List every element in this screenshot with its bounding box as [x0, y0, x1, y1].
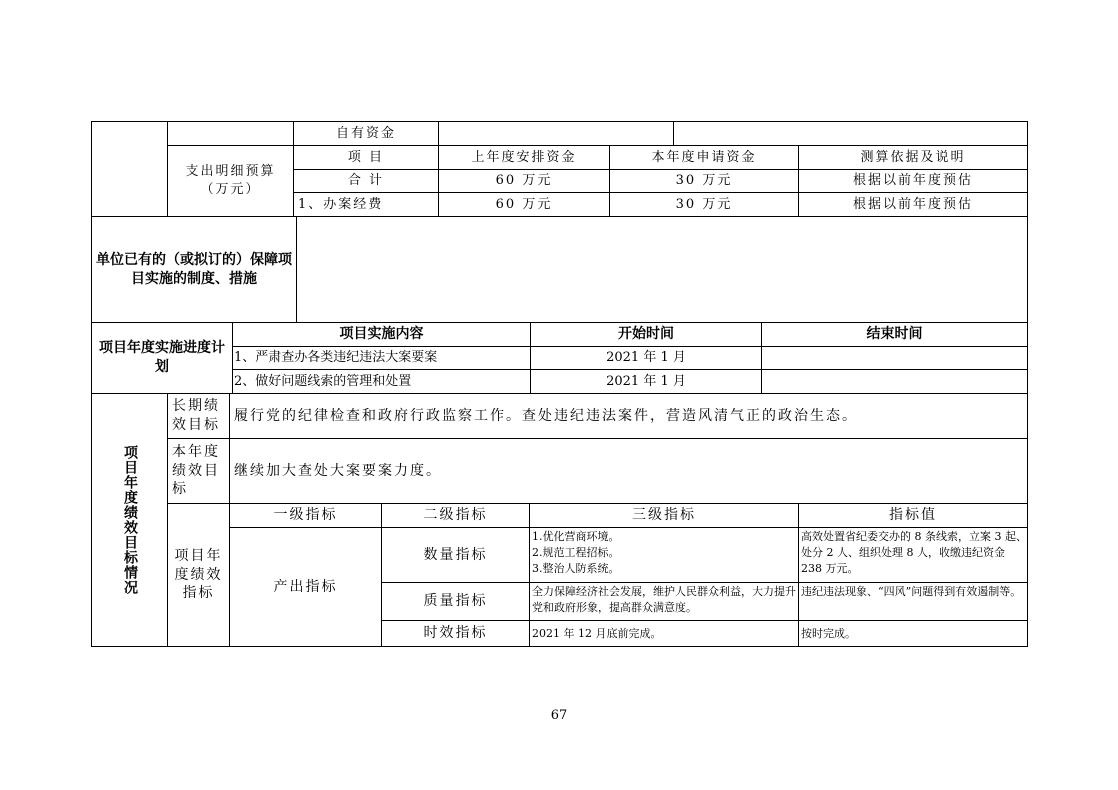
- self-funds-value-2: [673, 121, 1028, 146]
- schedule-header-end: 结束时间: [761, 322, 1028, 347]
- long-term-label: 长期绩效目标: [167, 393, 230, 439]
- expense-detail-label: 支出明细预算（万元）: [167, 145, 294, 217]
- indicator-header-level1: 一级指标: [229, 503, 382, 528]
- level3-quantity-line-2: 2.规范工程招标。: [532, 545, 620, 559]
- safeguard-content: [296, 216, 1028, 323]
- schedule-header-start: 开始时间: [530, 322, 762, 347]
- long-term-text: 履行党的纪律检查和政府行政监察工作。查处违纪违法案件，营造风清气正的政治生态。: [229, 393, 1028, 439]
- level2-quality: 质量指标: [381, 582, 530, 621]
- level2-quantity: 数量指标: [381, 527, 530, 583]
- level3-quality: 全力保障经济社会发展，维护人民群众利益，大力提升党和政府形象，提高群众满意度。: [529, 582, 799, 621]
- budget-row-total-last-year: 60 万元: [438, 169, 610, 193]
- budget-row-case-item: 1、办案经费: [293, 192, 439, 217]
- schedule-label: 项目年度实施进度计划: [91, 322, 233, 394]
- level3-quantity-line-3: 3.整治人防系统。: [532, 561, 620, 575]
- annual-goal-text: 继续加大查处大案要案力度。: [229, 438, 1028, 504]
- performance-section-label-text: 项目年度绩效目标情况: [121, 445, 138, 595]
- annual-goal-label: 本年度绩效目标: [167, 438, 230, 504]
- schedule-row-1-content: 1、严肃查办各类违纪违法大案要案: [232, 346, 531, 370]
- budget-row-case-last-year: 60 万元: [438, 192, 610, 217]
- performance-section-label: [91, 393, 168, 647]
- page-number: 67: [550, 708, 568, 723]
- level2-timeliness: 时效指标: [381, 620, 530, 647]
- budget-row-total-this-year: 30 万元: [609, 169, 799, 193]
- level3-timeliness: 2021 年 12 月底前完成。: [529, 620, 799, 647]
- safeguard-label: 单位已有的（或拟订的）保障项目实施的制度、措施: [91, 216, 297, 323]
- level3-quantity: [529, 527, 799, 583]
- budget-row-total-basis: 根据以前年度预估: [798, 169, 1028, 193]
- budget-row-total-item: 合 计: [293, 169, 439, 193]
- budget-header-basis: 测算依据及说明: [798, 145, 1028, 170]
- budget-header-last-year: 上年度安排资金: [438, 145, 610, 170]
- schedule-row-2-end: [761, 369, 1028, 394]
- schedule-row-1-end: [761, 346, 1028, 370]
- schedule-row-2-start: 2021 年 1 月: [530, 369, 762, 394]
- indicator-header-value: 指标值: [798, 503, 1028, 528]
- indicator-label: 项目年度绩效指标: [167, 503, 230, 647]
- self-funds-label: 自有资金: [293, 121, 439, 146]
- budget-row-case-basis: 根据以前年度预估: [798, 192, 1028, 217]
- budget-row-case-this-year: 30 万元: [609, 192, 799, 217]
- indicator-header-level3: 三级指标: [529, 503, 799, 528]
- left-blank-cell-top: [91, 121, 168, 217]
- value-timeliness: 按时完成。: [798, 620, 1028, 647]
- budget-header-item: 项 目: [293, 145, 439, 170]
- level1-output: 产出指标: [229, 527, 382, 647]
- budget-header-this-year: 本年度申请资金: [609, 145, 799, 170]
- indicator-header-level2: 二级指标: [381, 503, 530, 528]
- value-quality: 违纪违法现象、“四风”问题得到有效遏制等。: [798, 582, 1028, 621]
- blank-cell: [167, 121, 294, 146]
- schedule-row-1-start: 2021 年 1 月: [530, 346, 762, 370]
- value-quantity: 高效处置省纪委交办的 8 条线索，立案 3 起、处分 2 人、组织处理 8 人，收缴违纪资金 238 万元。: [798, 527, 1028, 583]
- schedule-row-2-content: 2、做好问题线索的管理和处置: [232, 369, 531, 394]
- self-funds-value-1: [438, 121, 674, 146]
- schedule-header-content: 项目实施内容: [232, 322, 531, 347]
- level3-quantity-line-1: 1.优化营商环境。: [532, 530, 620, 543]
